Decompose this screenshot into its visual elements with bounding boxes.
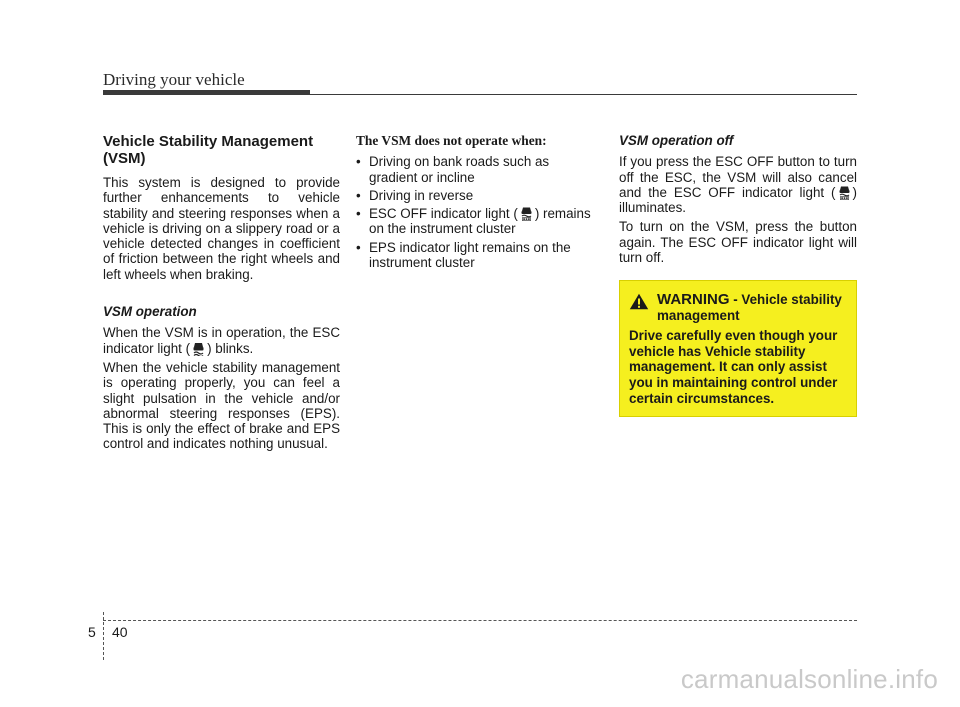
list-item: • EPS indicator light remains on the instrument cluster <box>356 240 601 271</box>
page-header-title: Driving your vehicle <box>103 70 245 89</box>
vsm-off-heading: VSM operation off <box>619 133 734 148</box>
list-item: • ESC OFF indicator light ( ) remains on the instrument cluster <box>356 206 601 237</box>
column-2 <box>356 133 601 273</box>
chapter-number: 5 <box>88 624 96 640</box>
warning-body: Drive carefully even though your vehicle has Vehicle stability management. It can only assist you in maintaining control under certain circumstances. <box>629 328 838 406</box>
footer-rule <box>103 620 857 621</box>
watermark: carmanualsonline.info <box>680 664 938 694</box>
footer-divider <box>103 612 104 660</box>
warning-box <box>619 280 857 417</box>
esc-off-indicator-icon <box>838 186 851 200</box>
column-1 <box>103 133 340 456</box>
warning-header <box>629 292 847 323</box>
esc-indicator-icon <box>192 342 205 356</box>
page-number: 40 <box>112 624 128 640</box>
list-item: • Driving on bank roads such as gradient or incline <box>356 154 601 185</box>
vsm-operation-p2: When the vehicle stability management is operating properly, you can feel a slight pulsation in the vehicle and/or abnormal steering responses (EPS). This is only the effect of brake and EPS control and indicates nothing unusual. <box>103 359 340 452</box>
column-3 <box>619 133 857 269</box>
vsm-not-operate-heading: The VSM does not operate when: <box>356 133 547 148</box>
vsm-heading: Vehicle Stability Management (VSM) <box>103 133 314 167</box>
vsm-intro: This system is designed to provide further enhancements to vehicle stability and steering responses when a vehicle is driving on a slippery road or a vehicle detected changes in coefficient of friction between the right wheels and left wheels when braking. <box>103 175 340 282</box>
list-item: • Driving in reverse <box>356 188 601 203</box>
vsm-off-p2: To turn on the VSM, press the button again. The ESC OFF indicator light will turn off. <box>619 219 857 266</box>
esc-off-indicator-icon <box>520 207 533 221</box>
not-operate-list <box>356 154 601 270</box>
header-rule-thin <box>103 94 857 95</box>
vsm-operation-heading: VSM operation <box>103 304 197 320</box>
vsm-off-p1: If you press the ESC OFF button to turn off the ESC, the VSM will also cancel and the ESC OFF indicator light ( ) illuminates. <box>619 154 857 216</box>
warning-triangle-icon <box>629 293 649 310</box>
warning-subtitle: - Vehicle stability management <box>657 292 842 323</box>
vsm-operation-p1: When the VSM is in operation, the ESC indicator light ( ) blinks. <box>103 325 340 356</box>
warning-title: WARNING <box>657 291 730 308</box>
